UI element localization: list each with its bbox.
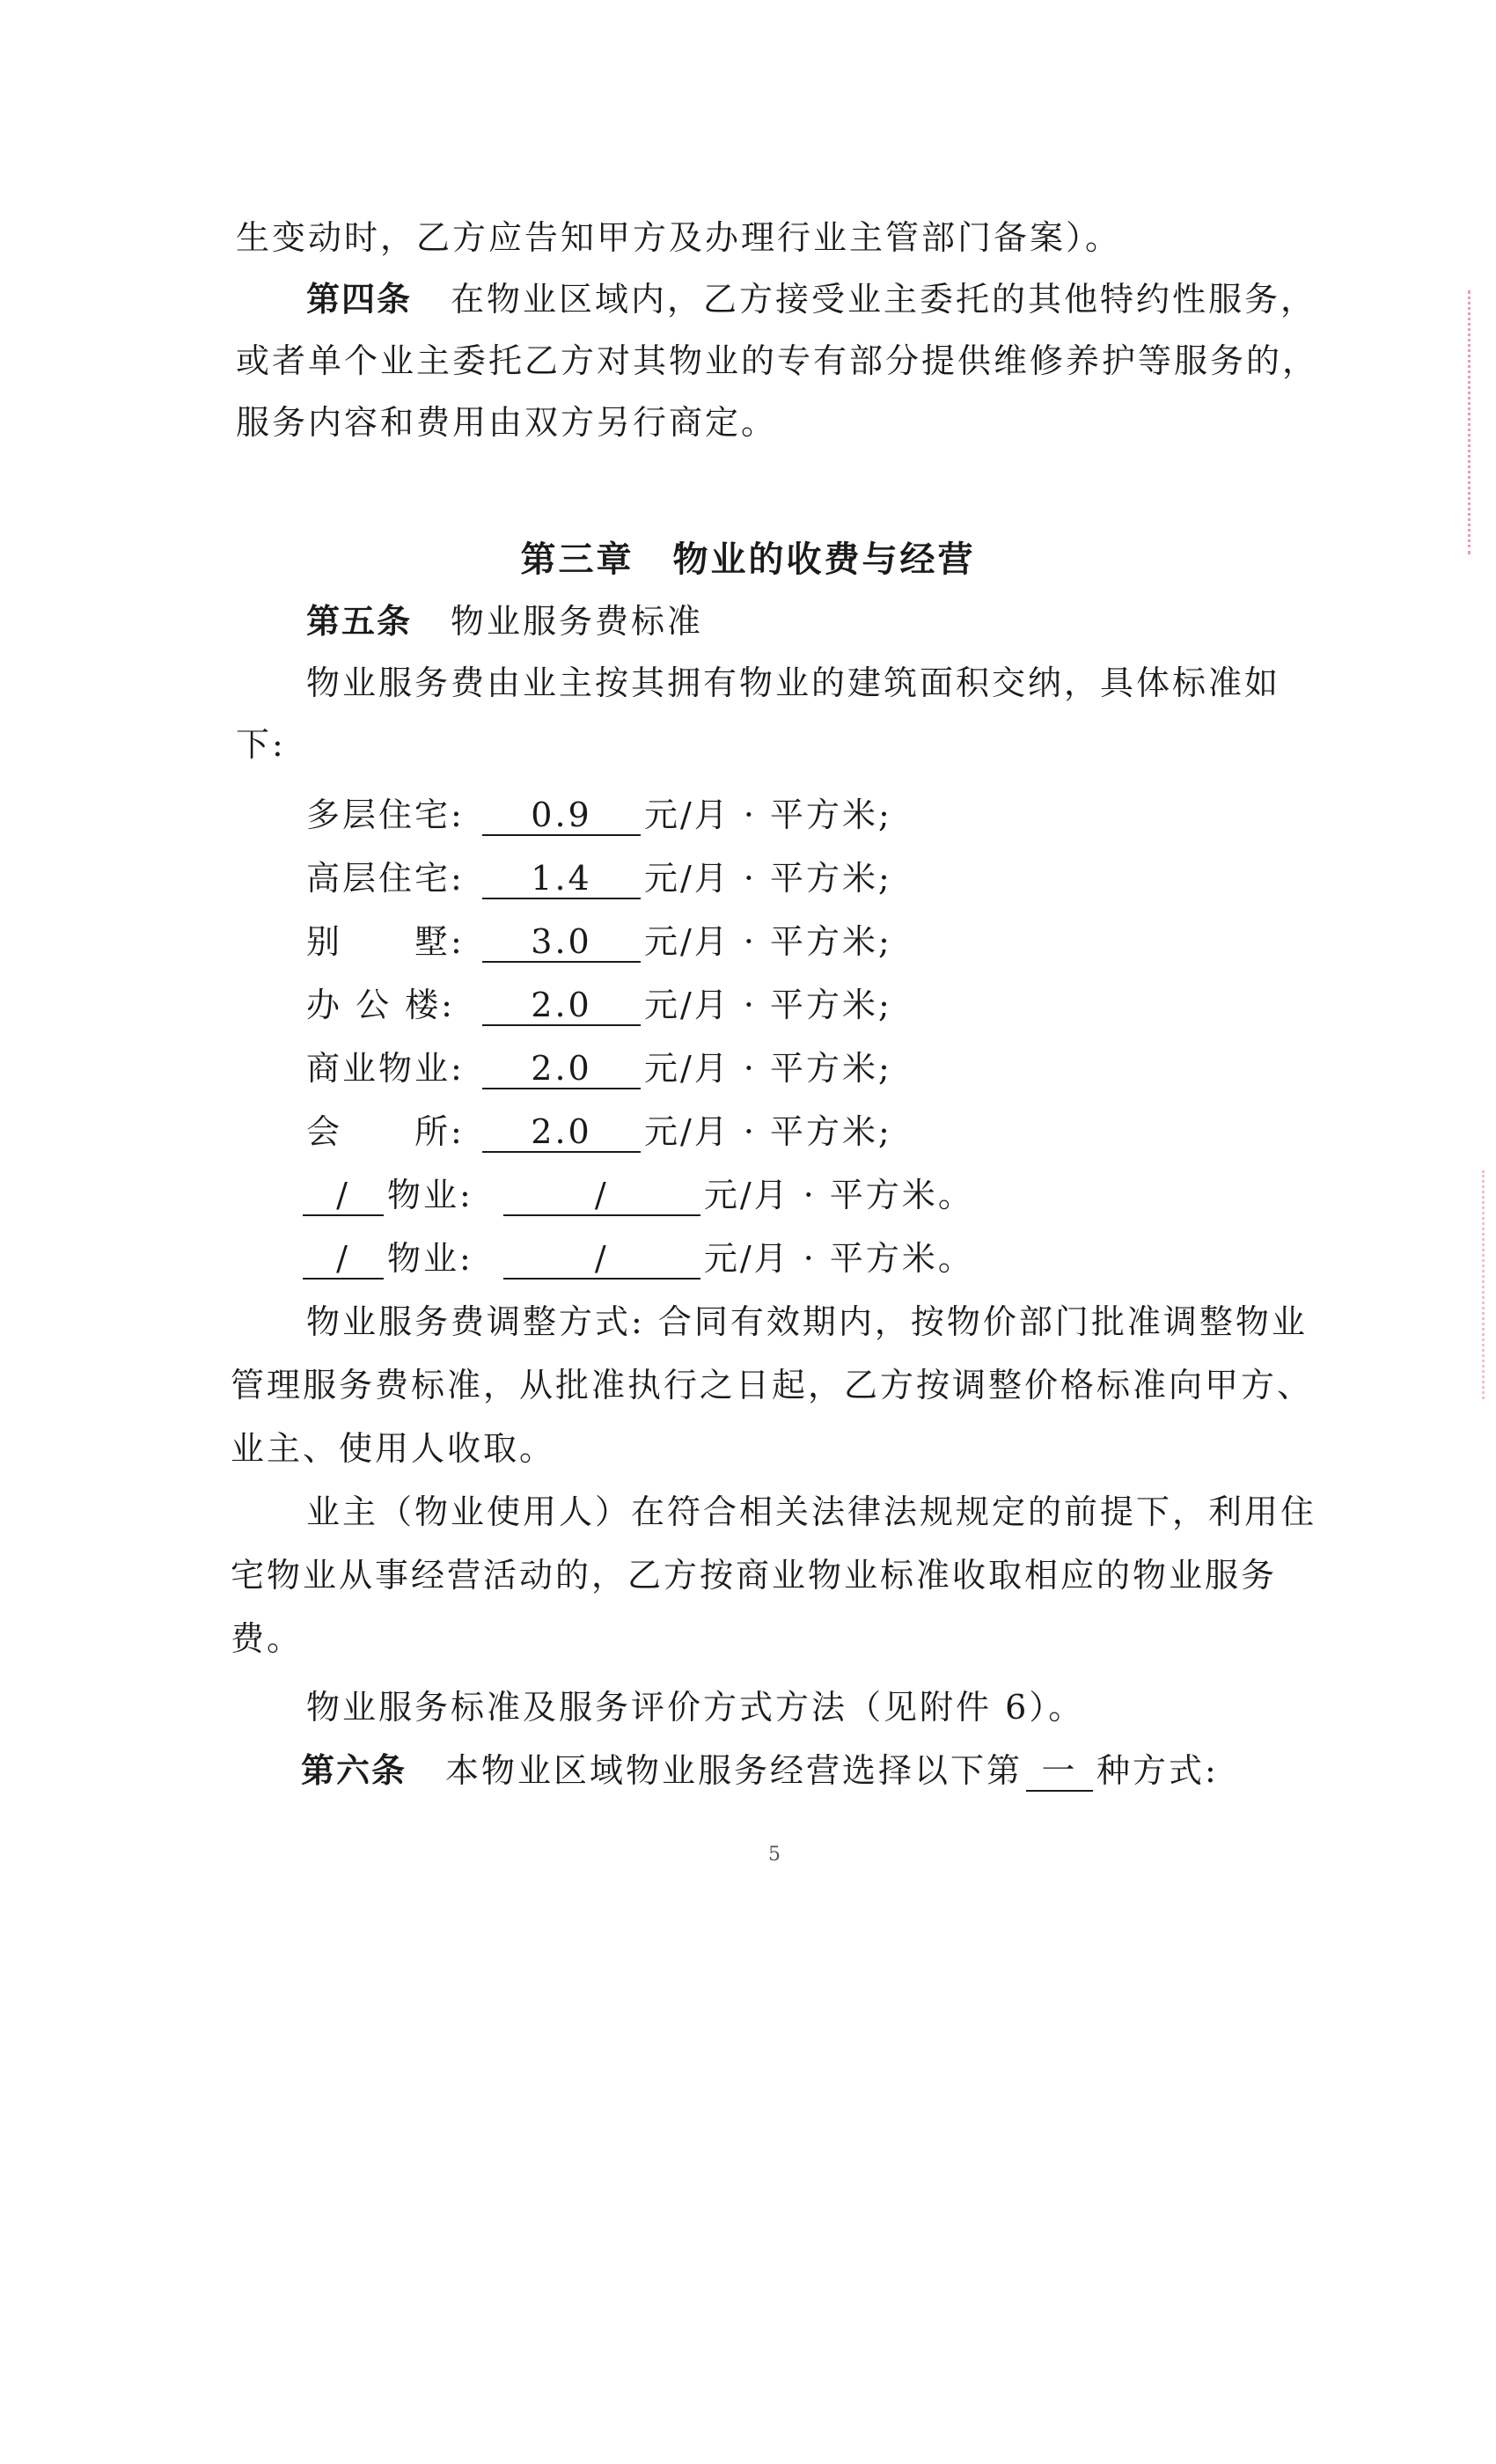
other-fee-row: / 物业: / 元/月 · 平方米。: [299, 1236, 974, 1281]
adjust-line-3: 业主、使用人收取。: [231, 1429, 556, 1468]
article-label: 第六条: [301, 1751, 407, 1790]
fee-value: 2.0: [482, 986, 641, 1026]
fee-value: 1.4: [482, 859, 641, 899]
choice-blank: 一: [1026, 1751, 1093, 1792]
article-5-title: 第五条 物业服务费标准: [306, 602, 704, 641]
fee-row: 多层住宅: 0.9 元/月 · 平方米;: [306, 796, 892, 834]
fee-value: 3.0: [482, 922, 641, 963]
article-label: 第四条: [306, 280, 413, 319]
article-4-line-3: 服务内容和费用由双方另行商定。: [236, 403, 778, 442]
red-seal-mark: [1468, 290, 1496, 554]
fee-row: 高层住宅: 1.4 元/月 · 平方米;: [306, 859, 892, 898]
fee-value: 2.0: [482, 1112, 641, 1153]
article-4-line-2: 或者单个业主委托乙方对其物业的专有部分提供维修养护等服务的，: [236, 341, 1319, 380]
article-5-intro-2: 下:: [236, 725, 286, 764]
article-6-line: 第六条 本物业区域物业服务经营选择以下第 一 种方式:: [301, 1751, 1219, 1790]
owner-line-2: 宅物业从事经营活动的，乙方按商业物业标准收取相应的物业服务: [231, 1556, 1278, 1595]
fee-row: 商业物业: 2.0 元/月 · 平方米;: [306, 1049, 892, 1088]
article-label: 第五条: [306, 602, 413, 641]
fee-value: /: [503, 1239, 700, 1280]
fee-row: 别 墅: 3.0 元/月 · 平方米;: [306, 922, 892, 961]
fee-value: /: [503, 1176, 700, 1216]
owner-line-3: 费。: [231, 1619, 304, 1658]
fee-value: 2.0: [482, 1049, 641, 1089]
adjust-line-1: 物业服务费调整方式: 合同有效期内，按物价部门批准调整物业: [306, 1302, 1308, 1341]
service-standard-line: 物业服务标准及服务评价方式方法（见附件 6）。: [306, 1688, 1085, 1727]
fee-value: 0.9: [482, 796, 641, 836]
property-type-blank: /: [303, 1239, 384, 1280]
fee-row: 会 所: 2.0 元/月 · 平方米;: [306, 1112, 892, 1151]
red-seal-trace: [1482, 1170, 1496, 1399]
chapter-heading: 第三章 物业的收费与经营: [520, 539, 976, 580]
property-type-blank: /: [303, 1176, 384, 1216]
article-5-intro-1: 物业服务费由业主按其拥有物业的建筑面积交纳，具体标准如: [306, 664, 1281, 702]
adjust-line-2: 管理服务费标准，从批准执行之日起，乙方按调整价格标准向甲方、: [231, 1366, 1314, 1404]
paragraph-line: 生变动时，乙方应告知甲方及办理行业主管部门备案）。: [236, 218, 1122, 257]
article-4-line-1: 第四条 在物业区域内，乙方接受业主委托的其他特约性服务，: [306, 280, 1317, 319]
owner-line-1: 业主（物业使用人）在符合相关法律法规规定的前提下，利用住: [306, 1492, 1317, 1531]
fee-row: 办 公 楼: 2.0 元/月 · 平方米;: [306, 986, 892, 1024]
other-fee-row: / 物业: / 元/月 · 平方米。: [299, 1172, 974, 1218]
page-number: 5: [768, 1844, 781, 1866]
